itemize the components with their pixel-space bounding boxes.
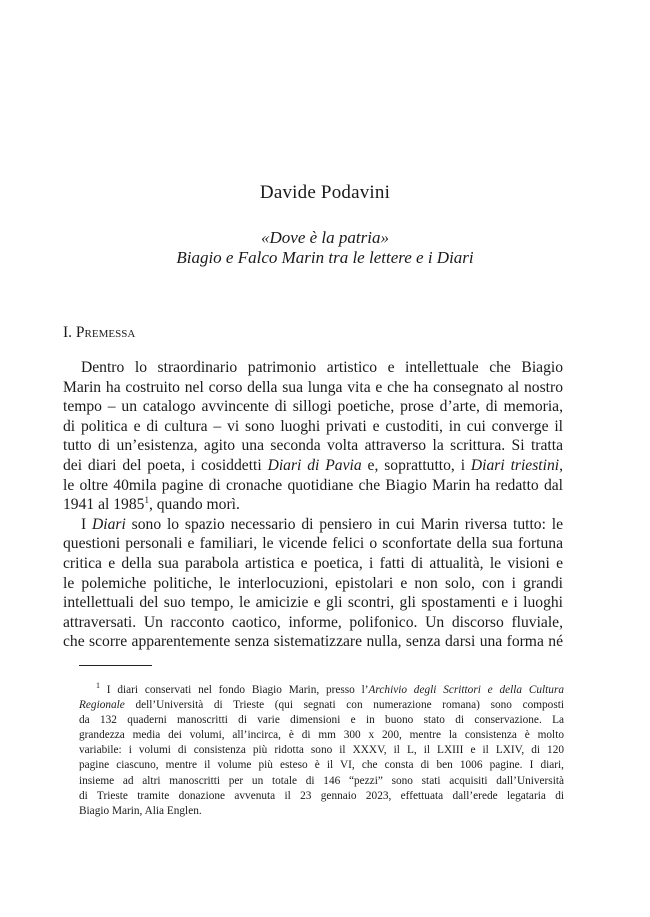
footnote-marker: 1 <box>96 681 100 691</box>
footnote <box>79 683 564 819</box>
body-text-run: , quando morì. <box>148 496 240 514</box>
body-line <box>63 515 563 535</box>
body-line: di politica e di cultura – vi sono luoghi privati e custoditi, in cui converge il <box>63 417 563 435</box>
section-title: Premessa <box>75 324 136 341</box>
body-line: le polemiche politiche, le interlocuzioni, epistolari e non solo, con i grandi <box>63 574 563 592</box>
work-title-diari: Diari <box>92 515 126 533</box>
work-title-diari-triestini: Diari triestini <box>470 456 560 474</box>
section-number: I. <box>63 324 73 341</box>
body-text-run: dei diari del poeta, i cosiddetti <box>63 456 268 474</box>
body-line <box>63 456 563 476</box>
footnote-line: variabile: i volumi di consistenza più ridotta sono il XXXV, il L, il LXIII e il LXIV, di 120 <box>79 744 564 757</box>
article-title <box>0 228 650 268</box>
footnote-text-run: dell’Università di Trieste (qui segnati con numerazione romana) sono composti <box>124 699 564 712</box>
body-line: critica e della sua parabola artistica e poetica, i fatti di attualità, le visioni e <box>63 554 563 572</box>
body-line: Marin ha costruito nel corso della sua lunga vita e che ha consegnato al nostro <box>63 378 563 396</box>
footnote-line: da 132 quaderni manoscritti di varie dimensioni e in buono stato di conservazione. La <box>79 714 564 727</box>
section-heading <box>63 324 135 342</box>
footnote-line: pagine ciascuno, mentre il volume più esteso è il VI, che consta di ben 1006 pagine. I diari, <box>79 759 564 772</box>
archive-name-cont: Regionale <box>79 699 125 712</box>
footnote-line <box>79 698 564 713</box>
body-line: le oltre 40mila pagine di cronache quotidiane che Biagio Marin ha redatto dal <box>63 476 563 494</box>
footnote-reference[interactable]: 1 <box>144 494 149 505</box>
title-line-2: Biagio e Falco Marin tra le lettere e i Diari <box>176 248 474 267</box>
body-line: che scorre apparentemente senza sistematizzare nulla, senza darsi una forma né <box>63 633 563 651</box>
body-text <box>63 358 563 652</box>
footnote-line: di Trieste tramite donazione avvenuta il 23 gennaio 2023, effettuata dall’erede legataria di <box>79 789 564 802</box>
body-text-run: 1941 al 1985 <box>63 496 145 514</box>
body-text-run: sono lo spazio necessario di pensiero in cui Marin riversa tutto: le <box>125 515 564 533</box>
body-text-run: , <box>559 456 563 474</box>
body-line: Dentro lo straordinario patrimonio artistico e intellettuale che Biagio <box>81 359 563 376</box>
footnote-line: Biagio Marin, Alia Englen. <box>79 804 202 817</box>
footnote-text-run: I diari conservati nel fondo Biagio Marin, presso l’ <box>100 684 369 696</box>
archive-name: Archivio degli Scrittori e della Cultura <box>368 684 564 696</box>
body-line: intellettuali del suo tempo, le amicizie e gli scontri, gli spostamenti e i luoghi <box>63 594 563 612</box>
body-text-run: I <box>81 515 93 533</box>
body-text-run: e, soprattutto, i <box>361 456 471 474</box>
footnote-line: insieme ad altri manoscritti per un totale di 146 “pezzi” sono stati acquisiti dall’Università <box>79 774 564 787</box>
work-title-diari-di-pavia: Diari di Pavia <box>267 456 362 474</box>
body-line: tempo – un catalogo avvincente di sillogi poetiche, prose d’arte, di memoria, <box>63 398 563 416</box>
author-name: Davide Podavini <box>259 182 391 203</box>
footnote-line <box>79 683 564 698</box>
title-line-1: «Dove è la patria» <box>261 228 389 247</box>
body-line: tutto di un’esistenza, agito una seconda volta attraverso la scrittura. Si tratta <box>63 437 563 455</box>
body-line <box>63 495 563 515</box>
body-line: attraversati. Un racconto caotico, informe, polifonico. Un discorso fluviale, <box>63 613 563 631</box>
footnote-line: grandezza media dei volumi, all’incirca, è di mm 300 x 200, mentre la consistenza è molto <box>79 729 564 742</box>
body-line: questioni personali e familiari, le vicende felici o sconfortate della sua fortuna <box>63 535 563 553</box>
footnote-separator <box>79 665 152 666</box>
